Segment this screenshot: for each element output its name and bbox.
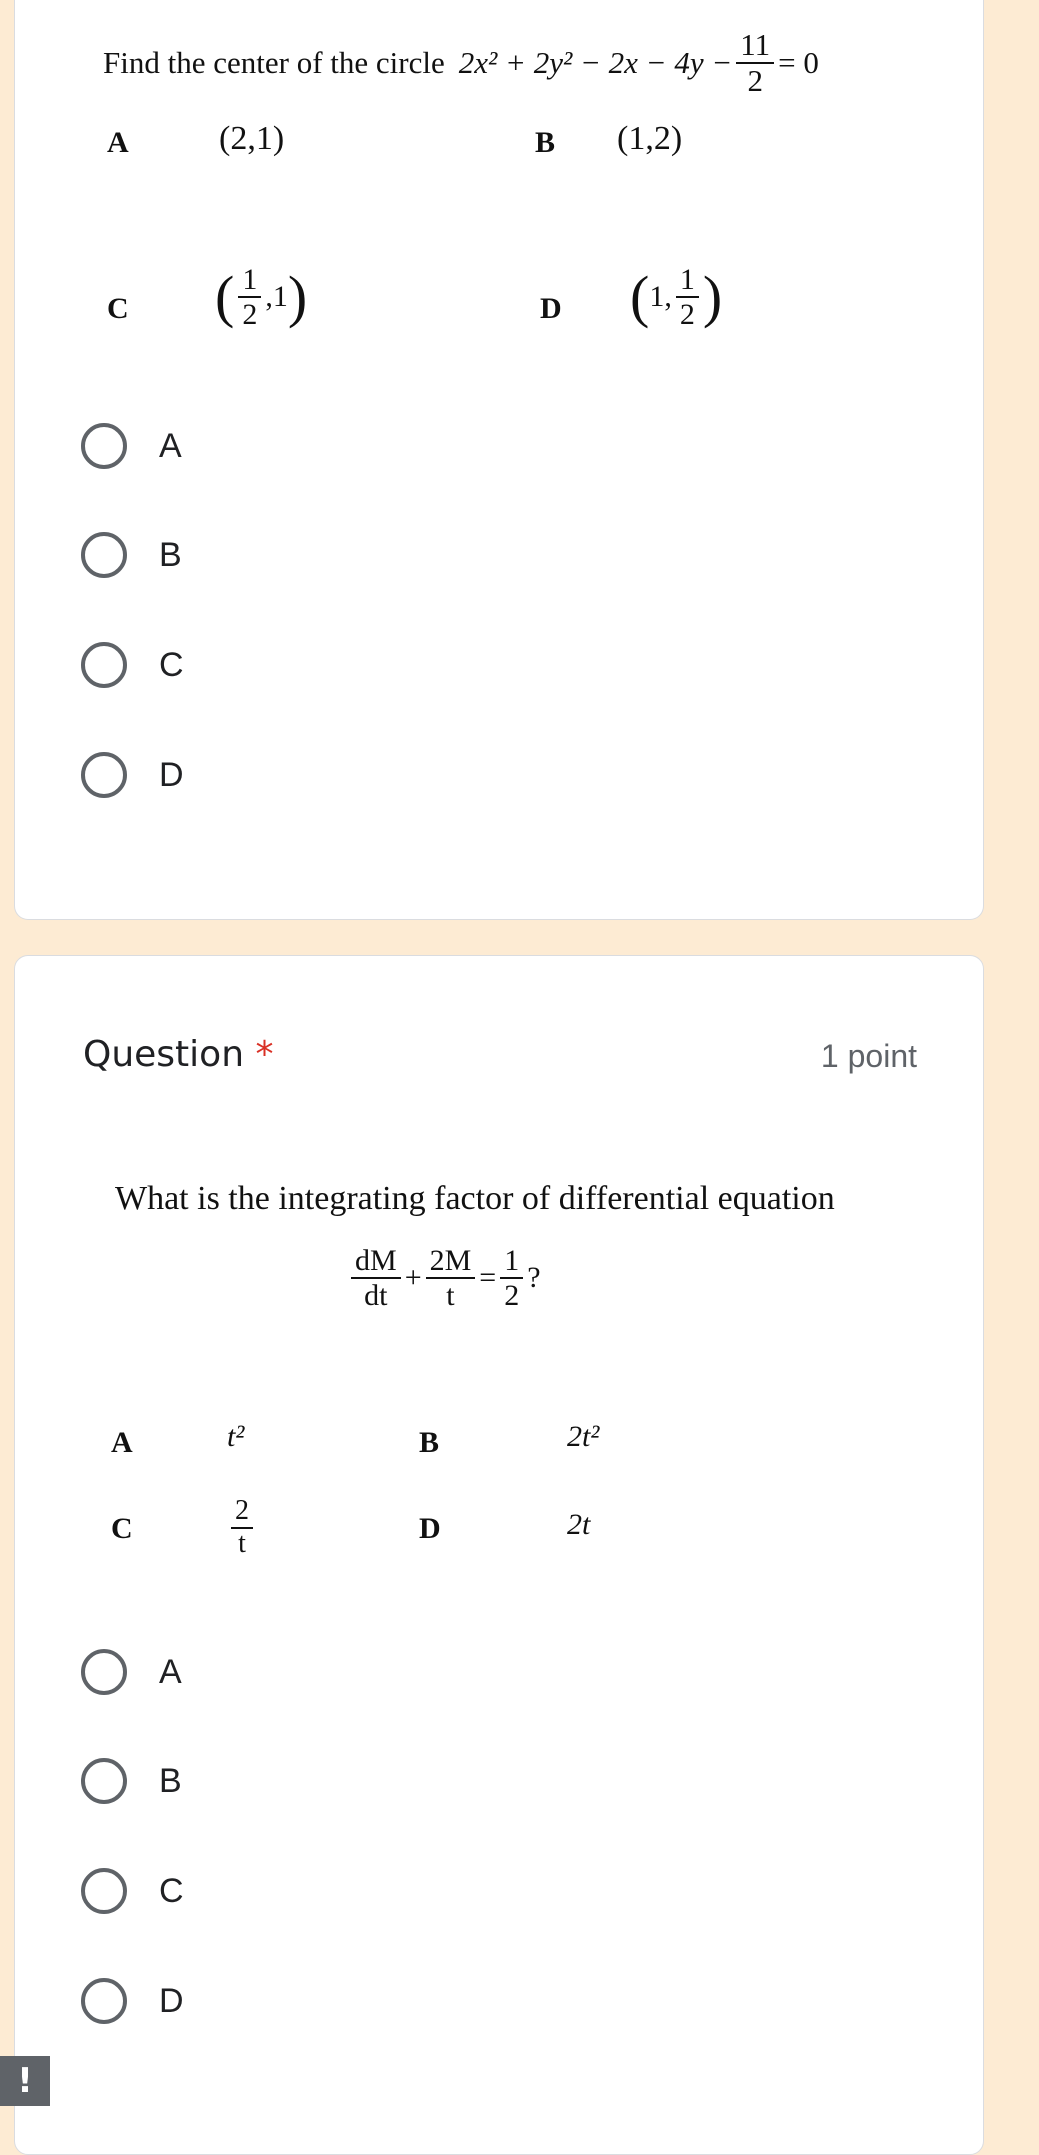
radio-button[interactable] — [81, 1868, 127, 1914]
radio-button[interactable] — [81, 1978, 127, 2024]
fraction-numerator: 1 — [500, 1244, 523, 1279]
points-label: 1 point — [820, 1038, 917, 1074]
question-card-2 — [14, 955, 984, 2155]
image-option-value-c — [227, 1496, 257, 1560]
image-option-letter-c: C — [107, 292, 129, 325]
radio-label: B — [159, 535, 182, 574]
plus-sign: + — [404, 1261, 422, 1294]
fraction-numerator: 2 — [231, 1496, 253, 1529]
image-option-value-b: (1,2) — [617, 120, 683, 157]
fraction-denominator: t — [238, 1527, 246, 1559]
equals-sign: = — [479, 1261, 497, 1294]
option-d-lead: 1, — [649, 280, 672, 313]
question-title-text: Question — [83, 1034, 245, 1075]
radio-label: D — [159, 1981, 184, 2020]
fraction-denominator: 2 — [242, 298, 258, 331]
question-card-1 — [14, 0, 984, 920]
image-option-value-c: ( $\frac{1}{2}$ ,1 ) — [215, 263, 308, 331]
radio-label: D — [159, 755, 184, 794]
image-option-letter-a: A — [111, 1426, 133, 1459]
image-option-value-d: 2t — [567, 1508, 591, 1541]
image-option-letter-b: B — [419, 1426, 440, 1459]
fraction-denominator: 2 — [747, 63, 763, 99]
radio-button[interactable] — [81, 642, 127, 688]
radio-option-b[interactable] — [81, 1751, 182, 1811]
radio-option-a[interactable] — [81, 416, 182, 476]
radio-option-d[interactable] — [81, 745, 184, 805]
required-asterisk: * — [255, 1034, 274, 1075]
question-1-equation-rhs: = 0 — [778, 45, 819, 81]
radio-label: C — [159, 645, 184, 684]
question-mark: ? — [527, 1261, 541, 1294]
radio-label: A — [159, 426, 182, 465]
option-c-rest: ,1 — [265, 280, 288, 313]
image-option-letter-b: B — [535, 126, 556, 159]
image-option-value-b: 2t² — [567, 1420, 600, 1453]
question-1-fraction — [736, 28, 774, 98]
image-option-value-a: t² — [227, 1420, 245, 1453]
fraction-denominator: t — [446, 1279, 455, 1312]
question-2-prompt: What is the integrating factor of differential equation — [115, 1180, 835, 1217]
image-option-letter-d: D — [419, 1512, 441, 1545]
radio-button[interactable] — [81, 532, 127, 578]
question-2-equation — [347, 1244, 541, 1312]
report-flag-button[interactable]: ! — [0, 2056, 50, 2106]
radio-option-a[interactable] — [81, 1642, 182, 1702]
image-option-letter-c: C — [111, 1512, 133, 1545]
fraction-denominator: 2 — [679, 298, 695, 331]
radio-button[interactable] — [81, 1758, 127, 1804]
radio-label: B — [159, 1761, 182, 1800]
image-option-letter-d: D — [540, 292, 562, 325]
radio-label: A — [159, 1652, 182, 1691]
radio-option-c[interactable] — [81, 635, 184, 695]
image-option-value-a: (2,1) — [219, 120, 285, 157]
radio-button[interactable] — [81, 1649, 127, 1695]
fraction-numerator: 1 — [238, 263, 261, 298]
image-option-value-d: ( 1, $\frac{1}{2}$ ) — [630, 263, 723, 331]
radio-button[interactable] — [81, 423, 127, 469]
radio-button[interactable] — [81, 752, 127, 798]
question-1-text — [103, 28, 819, 98]
fraction-denominator: dt — [364, 1279, 388, 1312]
fraction-numerator: 1 — [676, 263, 699, 298]
radio-option-c[interactable] — [81, 1861, 184, 1921]
fraction-numerator: dM — [351, 1244, 401, 1279]
question-1-equation-lhs: 2x² + 2y² − 2x − 4y − — [458, 45, 733, 81]
question-title — [83, 1034, 273, 1075]
fraction-numerator: 11 — [736, 28, 774, 64]
radio-option-b[interactable] — [81, 525, 182, 585]
fraction-denominator: 2 — [504, 1279, 520, 1312]
fraction-numerator: 2M — [426, 1244, 476, 1279]
radio-option-d[interactable] — [81, 1971, 184, 2031]
radio-label: C — [159, 1871, 184, 1910]
question-1-prefix: Find the center of the circle — [103, 45, 445, 81]
image-option-letter-a: A — [107, 126, 129, 159]
